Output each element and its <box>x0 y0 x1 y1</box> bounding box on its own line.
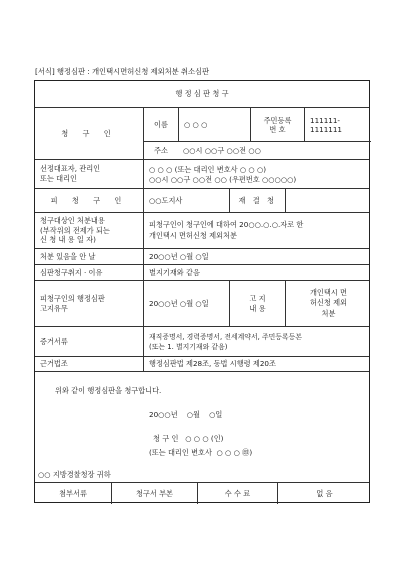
claimant-rrn-label: 주민등록 번 호 <box>250 108 304 141</box>
declaration-statement: 위와 같이 행정심판을 청구합니다. <box>55 386 162 395</box>
disposition-row <box>35 213 369 249</box>
fee-value: 없 음 <box>277 483 371 504</box>
notice-info-label: 피청구인의 행정심판 고지유무 <box>40 293 105 313</box>
declaration-signature-alt: (또는 대리인 변호사 ○ ○ ○ ㊞) <box>149 448 253 457</box>
legal-basis-label: 근거법조 <box>40 359 68 368</box>
evidence-label: 증거서류 <box>40 336 68 346</box>
representative-row <box>35 160 369 189</box>
reasons-value: 별지기재와 같음 <box>143 265 371 280</box>
legal-basis-row <box>35 357 369 372</box>
evidence-value: 재직증명서, 경력증명서, 전세계약서, 주민등록등본 (또는 1. 별지기재와 같음) <box>143 327 371 356</box>
claimant-name-block <box>144 108 371 142</box>
disposition-label: 청구대상인 처분내용 (부작위의 전제가 되는 신 청 내 용 일 자) <box>40 216 110 245</box>
notice-date-value: 20○○년 ○월 ○일 <box>143 249 371 264</box>
committee-value <box>285 189 371 212</box>
representative-line-1: ○ ○ ○ (또는 대리인 변호사 ○ ○ ○) <box>149 165 267 174</box>
notice-date-row <box>35 249 369 265</box>
representative-line-2: ○○시 ○○구 ○○전 ○○ (우편번호 ○○○○○) <box>149 175 297 185</box>
respondent-label: 피 청 구 인 <box>50 195 128 205</box>
representative-label: 선정대표자, 관리인 또는 대리인 <box>40 164 101 183</box>
form-title-row <box>35 81 369 108</box>
attachments-label: 첨부서류 <box>59 488 87 498</box>
claimant-row <box>35 108 369 160</box>
declaration-signature: 청 구 인 ○ ○ ○ (인) <box>153 434 224 443</box>
footer-row <box>35 483 369 504</box>
claimant-label: 청 구 인 <box>61 128 117 138</box>
legal-basis-value: 행정심판법 제28조, 동법 시행령 제20조 <box>143 357 371 371</box>
reasons-row <box>35 265 369 281</box>
claimant-address-value: ○○시 ○○구 ○○전 ○○ <box>183 146 261 155</box>
notice-info-value: 20○○년 ○월 ○일 <box>143 281 229 326</box>
declaration-section <box>35 372 369 483</box>
notice-content-label: 고 지 내 용 <box>229 281 285 326</box>
claimant-name-value: ○ ○ ○ <box>178 108 250 141</box>
administrative-appeal-form <box>34 80 370 503</box>
committee-label: 재 결 청 <box>229 189 285 212</box>
form-caption: [서식] 행정심판 : 개인택시면허신청 제외처분 취소심판 <box>35 67 210 76</box>
respondent-value: ○○도지사 <box>143 189 229 212</box>
addressee: ○○ 지방경찰청장 귀하 <box>38 470 111 479</box>
claimant-address-block <box>144 142 371 159</box>
claimant-name-label: 이름 <box>154 119 168 129</box>
declaration-date: 20○○년 ○월 ○일 <box>149 410 223 419</box>
form-title: 행 정 심 판 청 구 <box>175 89 229 98</box>
claimant-rrn-value: 111111- 1111111 <box>304 108 371 141</box>
claimant-address-label: 주소 <box>154 146 168 155</box>
reasons-label: 심판청구취지 · 이유 <box>40 267 103 277</box>
disposition-value: 피청구인이 청구인에 대하여 20○○.○.○.자로 한 개인택시 면허신청 제외처분 <box>143 213 371 248</box>
evidence-row <box>35 327 369 357</box>
fee-label: 수 수 료 <box>197 483 277 504</box>
notice-content-value: 개인택시 면 허신청 제외 처분 <box>285 281 371 326</box>
notice-info-row <box>35 281 369 327</box>
claimant-details <box>143 108 371 159</box>
respondent-row <box>35 189 369 213</box>
attachments-value: 청구서 부본 <box>111 483 197 504</box>
representative-value <box>143 160 371 188</box>
notice-date-label: 처분 있음을 안 날 <box>40 251 96 261</box>
